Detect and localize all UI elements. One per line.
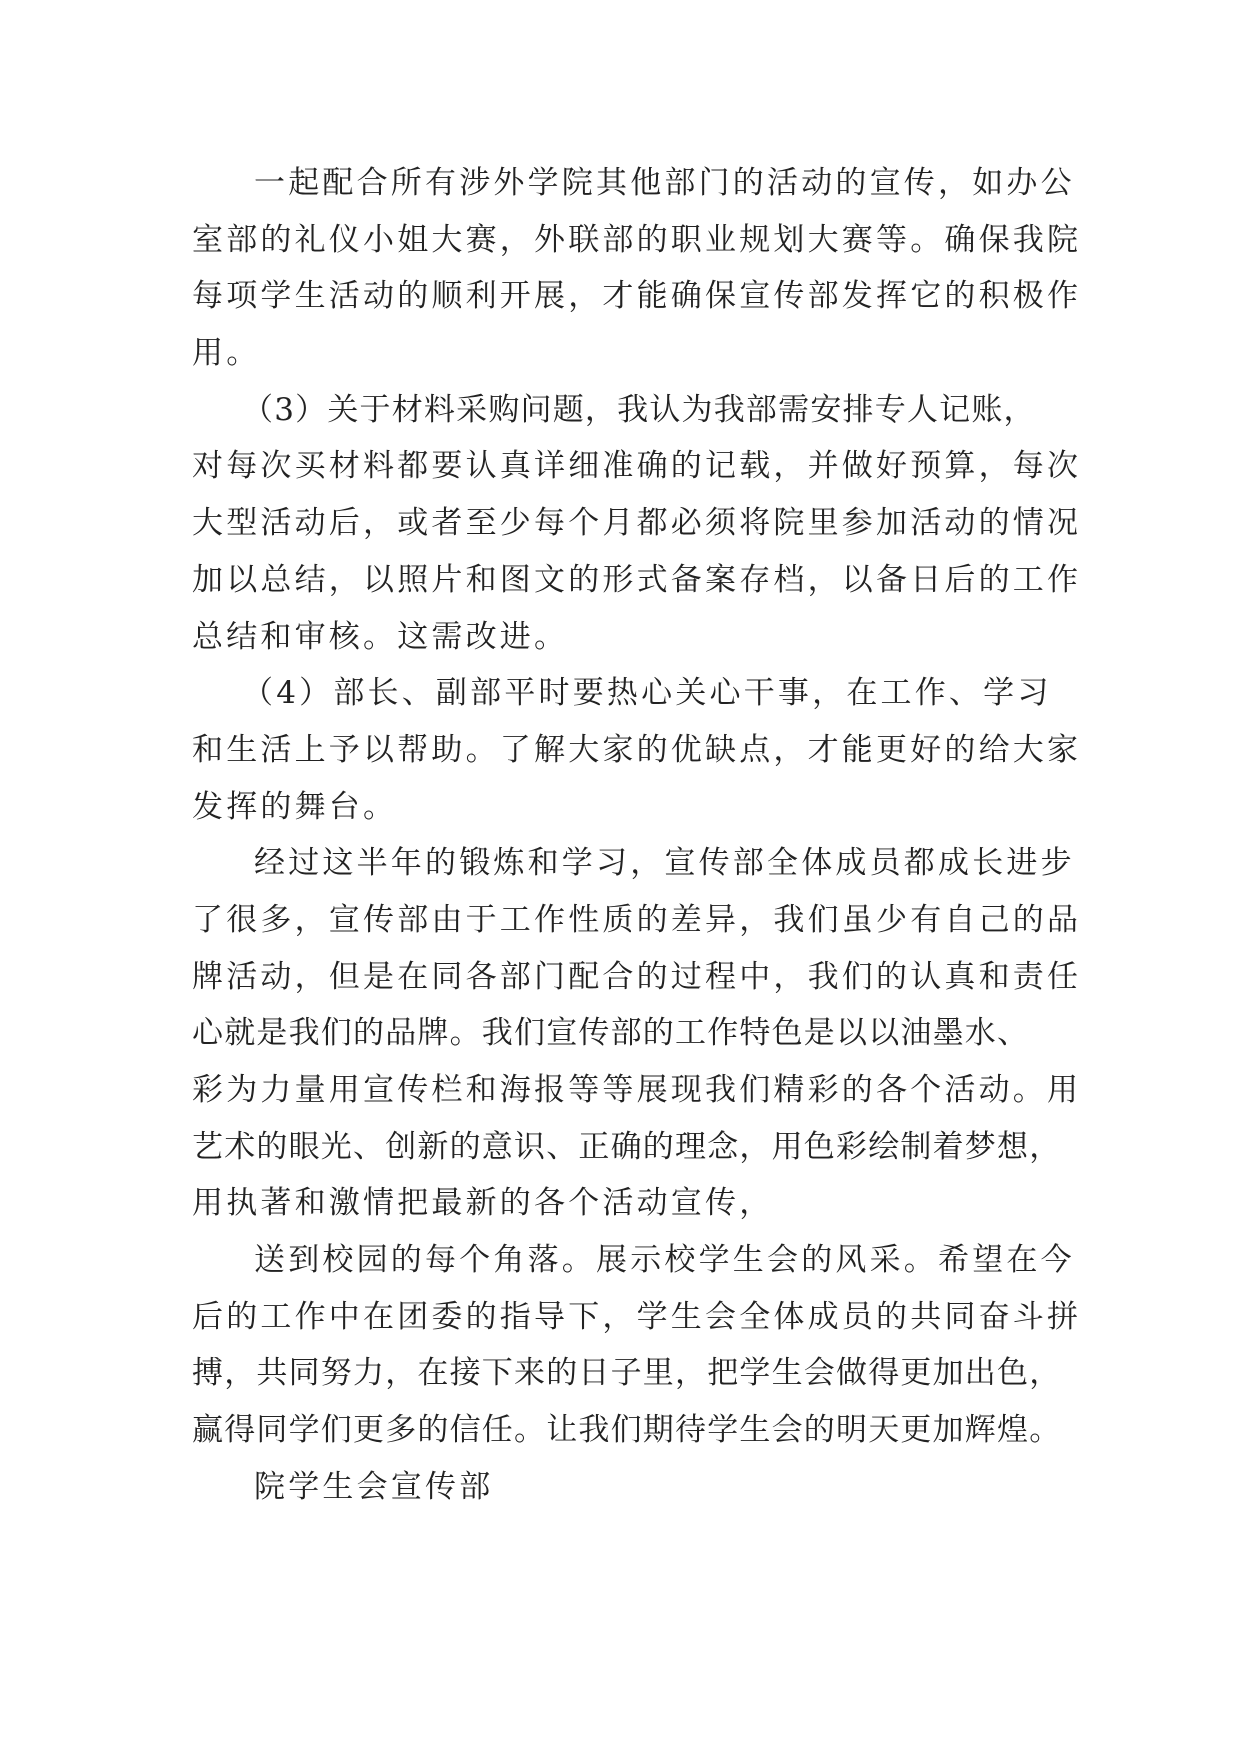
text-line: 每项学生活动的顺利开展，才能确保宣传部发挥它的积极作 <box>192 278 1082 315</box>
text-line: 室部的礼仪小姐大赛，外联部的职业规划大赛等。确保我院 <box>192 221 1082 258</box>
signature-line: 院学生会宣传部 <box>254 1468 494 1505</box>
text-line: 艺术的眼光、创新的意识、正确的理念，用色彩绘制着梦想， <box>192 1128 1062 1165</box>
text-line: 后的工作中在团委的指导下，学生会全体成员的共同奋斗拼 <box>192 1298 1082 1335</box>
text-line: 对每次买材料都要认真详细准确的记载，并做好预算，每次 <box>192 448 1082 485</box>
text-line: 用。 <box>192 335 261 372</box>
text-line: 赢得同学们更多的信任。让我们期待学生会的明天更加辉煌。 <box>192 1412 1062 1449</box>
text-line: （4）部长、副部平时要热心关心干事，在工作、学习 <box>242 675 1052 712</box>
text-line: 搏，共同努力，在接下来的日子里，把学生会做得更加出色， <box>192 1355 1062 1392</box>
text-line: 牌活动，但是在同各部门配合的过程中，我们的认真和责任 <box>192 958 1082 995</box>
text-line: 和生活上予以帮助。了解大家的优缺点，才能更好的给大家 <box>192 731 1082 768</box>
text-line: 彩为力量用宣传栏和海报等等展现我们精彩的各个活动。用 <box>192 1072 1082 1108</box>
text-line: 总结和审核。这需改进。 <box>192 618 569 655</box>
document-body <box>192 155 1082 1516</box>
text-line: 用执著和激情把最新的各个活动宣传， <box>192 1185 774 1222</box>
text-line: 一起配合所有涉外学院其他部门的活动的宣传，如办公 <box>254 165 1075 201</box>
text-line: 心就是我们的品牌。我们宣传部的工作特色是以以油墨水、 <box>192 1015 1030 1052</box>
text-line: 发挥的舞台。 <box>192 788 398 825</box>
text-line: （3）关于材料采购问题，我认为我部需安排专人记账， <box>242 391 1036 428</box>
text-line: 加以总结，以照片和图文的形式备案存档，以备日后的工作 <box>192 561 1082 598</box>
text-line: 了很多，宣传部由于工作性质的差异，我们虽少有自己的品 <box>192 901 1082 938</box>
text-line: 送到校园的每个角落。展示校学生会的风采。希望在今 <box>254 1242 1075 1279</box>
text-line: 大型活动后，或者至少每个月都必须将院里参加活动的情况 <box>192 505 1082 542</box>
text-line: 经过这半年的锻炼和学习，宣传部全体成员都成长进步 <box>254 845 1075 882</box>
